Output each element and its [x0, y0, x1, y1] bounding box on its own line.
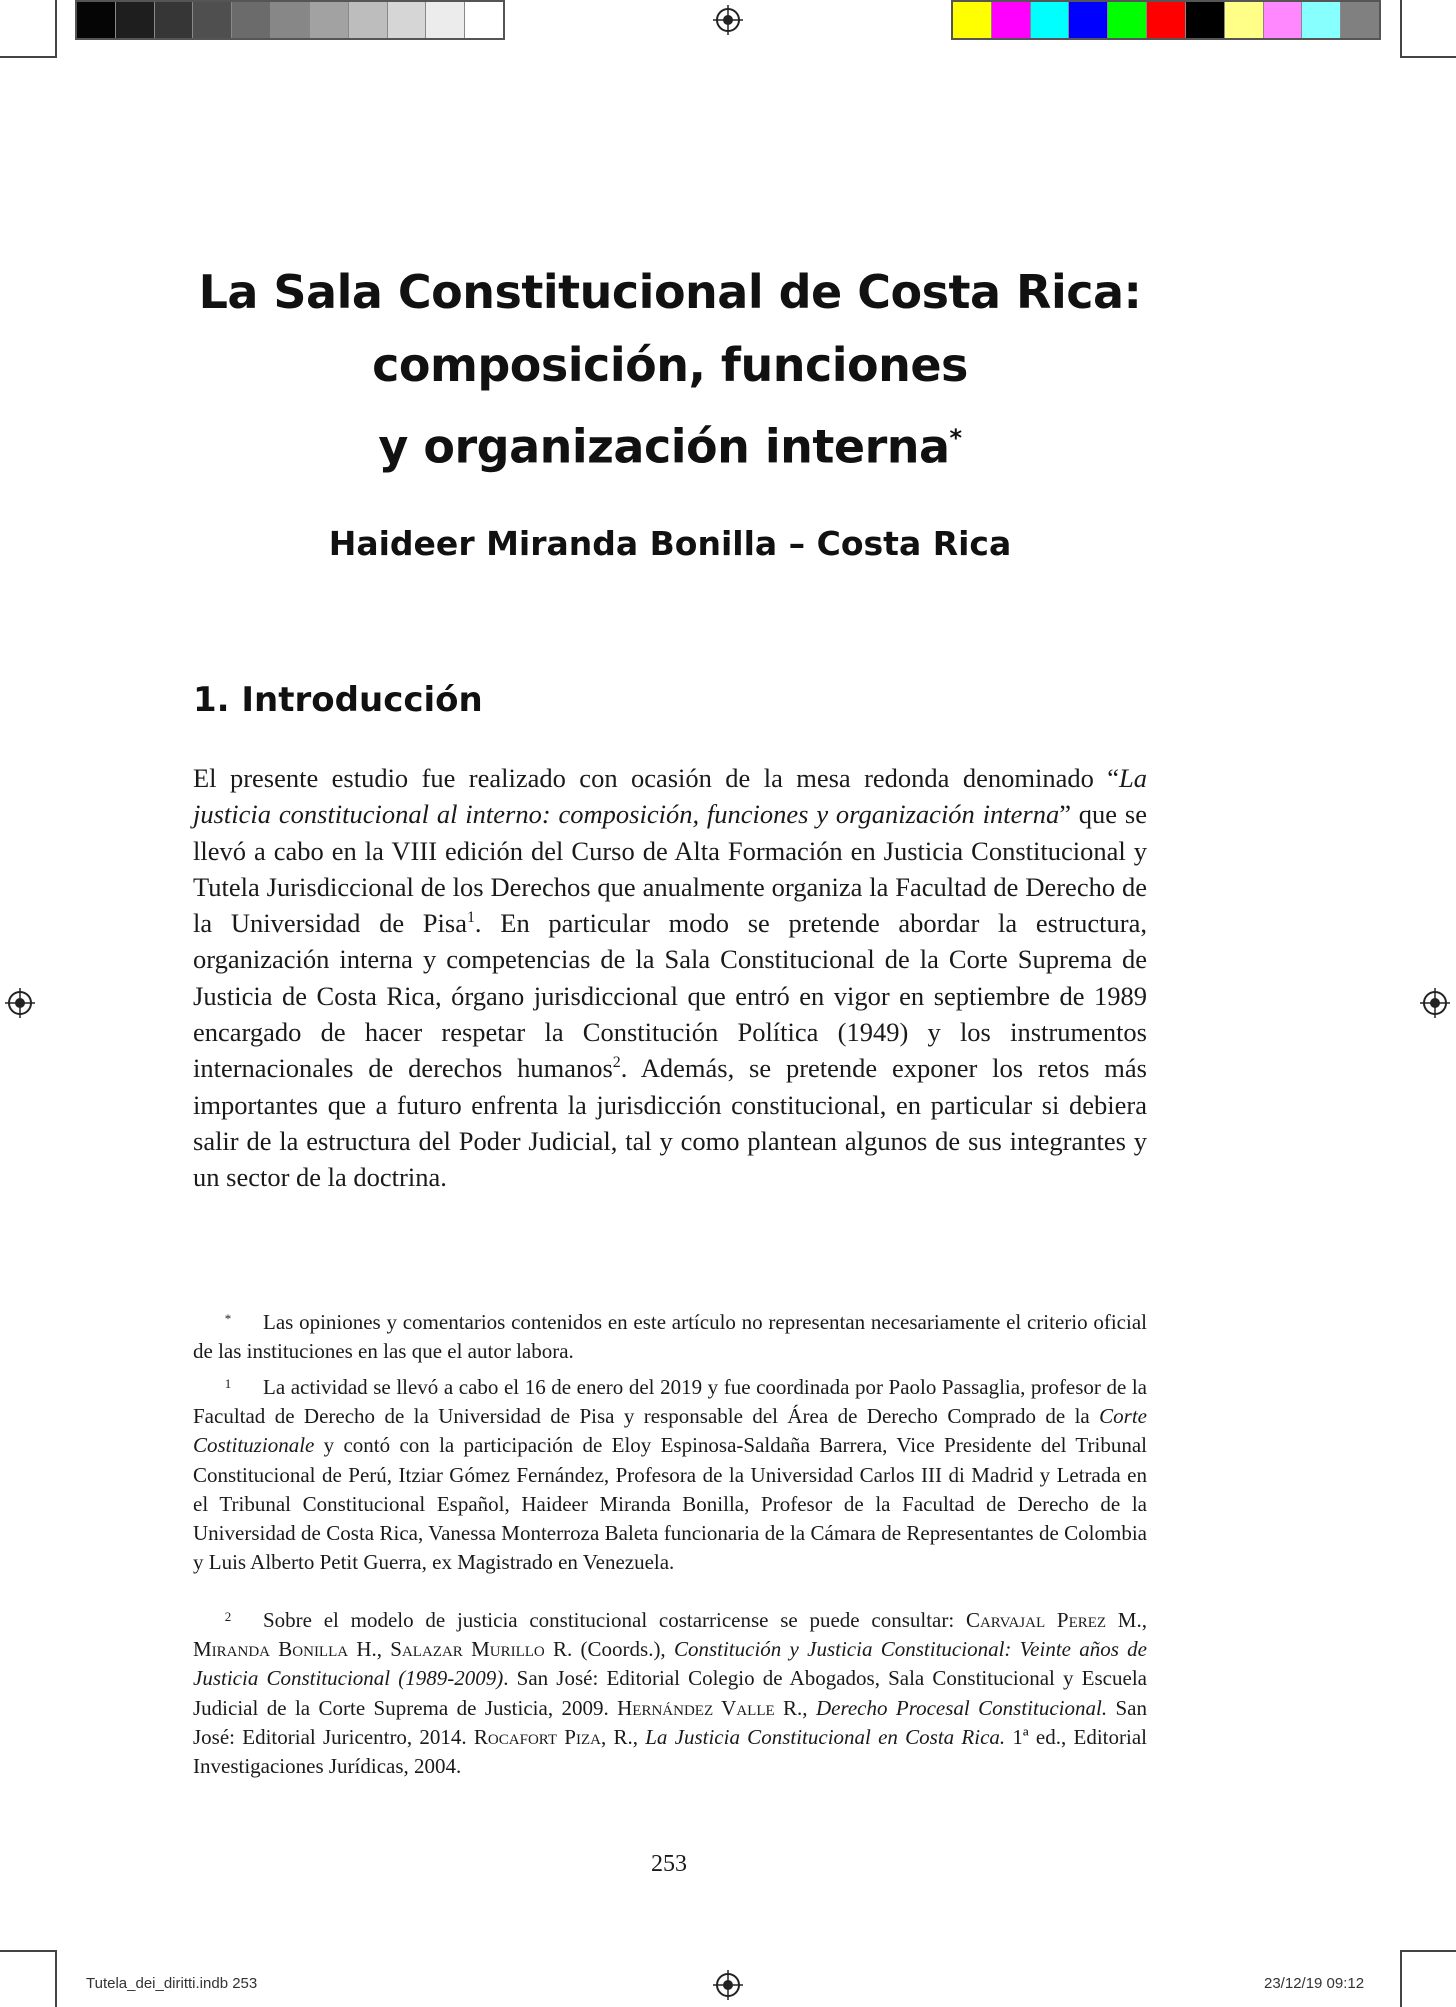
footnote-1: 1 La actividad se llevó a cabo el 16 de enero del 2019 y fue coordinada por Paolo Passaglia, profesor de la Facultad de Derecho de la Universidad de Pisa y responsable del Área de Derecho Comprado de la Corte Costituzionale y contó con la participación de Eloy Espinosa-Saldaña Barrera, Vice Presidente del Tribunal Constitucional de Perú, Itziar Gómez Fernández, Profesora de la Universidad Carlos III di Madrid y Letrada en el Tribunal Constitucional Español, Haideer Miranda Bonilla, Profesor de la Facultad de Derecho de la Universidad de Costa Rica, Vanessa Monterroza Baleta funcionaria de la Cámara de Representantes de Colombia y Luis Alberto Petit Guerra, ex Magistrado en Venezuela. [193, 1375, 1147, 1575]
crop-mark [1400, 56, 1456, 58]
color-swatch [1069, 2, 1108, 38]
color-swatch [1341, 2, 1379, 38]
author-line: Haideer Miranda Bonilla – Costa Rica [328, 524, 1012, 563]
color-swatch [193, 2, 232, 38]
footnote-2: 2 Sobre el modelo de justicia constitucional costarricense se puede consultar: Carvajal Perez M., Miranda Bonilla H., Salazar Murillo R. (Coords.), Constitución y Justicia Constitucional: Veinte años de Justicia Constitucional (1989-2009). San José: Editorial Colegio de Abogados, Sala Constitucional y Escuela Judicial de la Corte Suprema de Justicia, 2009. Hernández Valle R., Derecho Procesal Constitucional. San José: Editorial Juricentro, 2014. Rocafort Piza, R., La Justicia Constitucional en Costa Rica. 1ª ed., Editorial Investigaciones Jurídicas, 2004. [193, 1608, 1147, 1779]
color-swatch [349, 2, 388, 38]
footnote-ref: 1 [466, 909, 475, 927]
color-swatch [465, 2, 503, 38]
color-swatch [1108, 2, 1147, 38]
color-swatch [1302, 2, 1341, 38]
crop-mark [0, 1950, 56, 1952]
color-swatch [1186, 2, 1225, 38]
color-swatch [116, 2, 155, 38]
slug-filename: Tutela_dei_diritti.indb 253 [86, 1975, 258, 1992]
color-swatch [77, 2, 116, 38]
color-swatch [232, 2, 271, 38]
section-heading: 1. Introducción [193, 680, 483, 720]
article-title [190, 256, 1150, 483]
crop-mark [55, 0, 57, 58]
color-swatch [953, 2, 992, 38]
color-swatch [388, 2, 427, 38]
color-swatch [1147, 2, 1186, 38]
slug-datetime: 23/12/19 09:12 [1264, 1975, 1365, 1992]
color-swatch [310, 2, 349, 38]
title-line: y organización interna [378, 419, 950, 474]
crop-mark [0, 56, 56, 58]
grayscale-color-bar [75, 0, 505, 40]
color-swatch [426, 2, 465, 38]
process-color-bar [951, 0, 1381, 40]
color-swatch [271, 2, 310, 38]
crop-mark [1400, 1950, 1402, 2007]
footnote-star: * Las opiniones y comentarios contenidos en este artículo no representan necesariamente el criterio oficial de las instituciones en las que el autor labora. [193, 1310, 1147, 1364]
footnote-mark: 1 [224, 1376, 232, 1391]
color-swatch [992, 2, 1031, 38]
registration-mark-icon [1420, 988, 1450, 1018]
color-swatch [1031, 2, 1070, 38]
title-line: La Sala Constitucional de Costa Rica: [198, 265, 1142, 319]
crop-mark [1400, 0, 1402, 58]
color-swatch [1225, 2, 1264, 38]
registration-mark-icon [713, 1970, 743, 2000]
color-swatch [1264, 2, 1303, 38]
footnote-mark: * [224, 1311, 232, 1326]
intro-paragraph: El presente estudio fue realizado con ocasión de la mesa redonda denominado “La justicia constitucional al interno: composición, funciones y organización interna” que se llevó a cabo en la VIII edición del Curso de Alta Formación en Justicia Constitucional y Tutela Jurisdiccional de los Derechos que anualmente organiza la Facultad de Derecho de la Universidad de Pisa$^1$. En particular modo se pretende abordar la estructura, organización interna y competencias de la Sala Constitucional de la Corte Suprema de Justicia de Costa Rica, órgano jurisdiccional que entró en vigor en septiembre de 1989 encargado de hacer respetar la Constitución Política (1949) y los instrumentos internacionales de derechos humanos$^2$. Además, se pretende exponer los retos más importantes que a futuro enfrenta la jurisdicción constitucional, en particular si debiera salir de la estructura del Poder Judicial, tal y como plantean algunos de sus integrantes y un sector de la doctrina. [193, 763, 1147, 1193]
crop-mark [55, 1950, 57, 2007]
title-footnote-mark: * [949, 424, 962, 452]
color-swatch [155, 2, 194, 38]
registration-mark-icon [5, 988, 35, 1018]
registration-mark-icon [713, 5, 743, 35]
footnote-mark: 2 [224, 1609, 232, 1624]
footnote-ref: 2 [612, 1054, 621, 1072]
crop-mark [1400, 1950, 1456, 1952]
page-number: 253 [651, 1851, 687, 1877]
title-line: composición, funciones [372, 338, 968, 392]
